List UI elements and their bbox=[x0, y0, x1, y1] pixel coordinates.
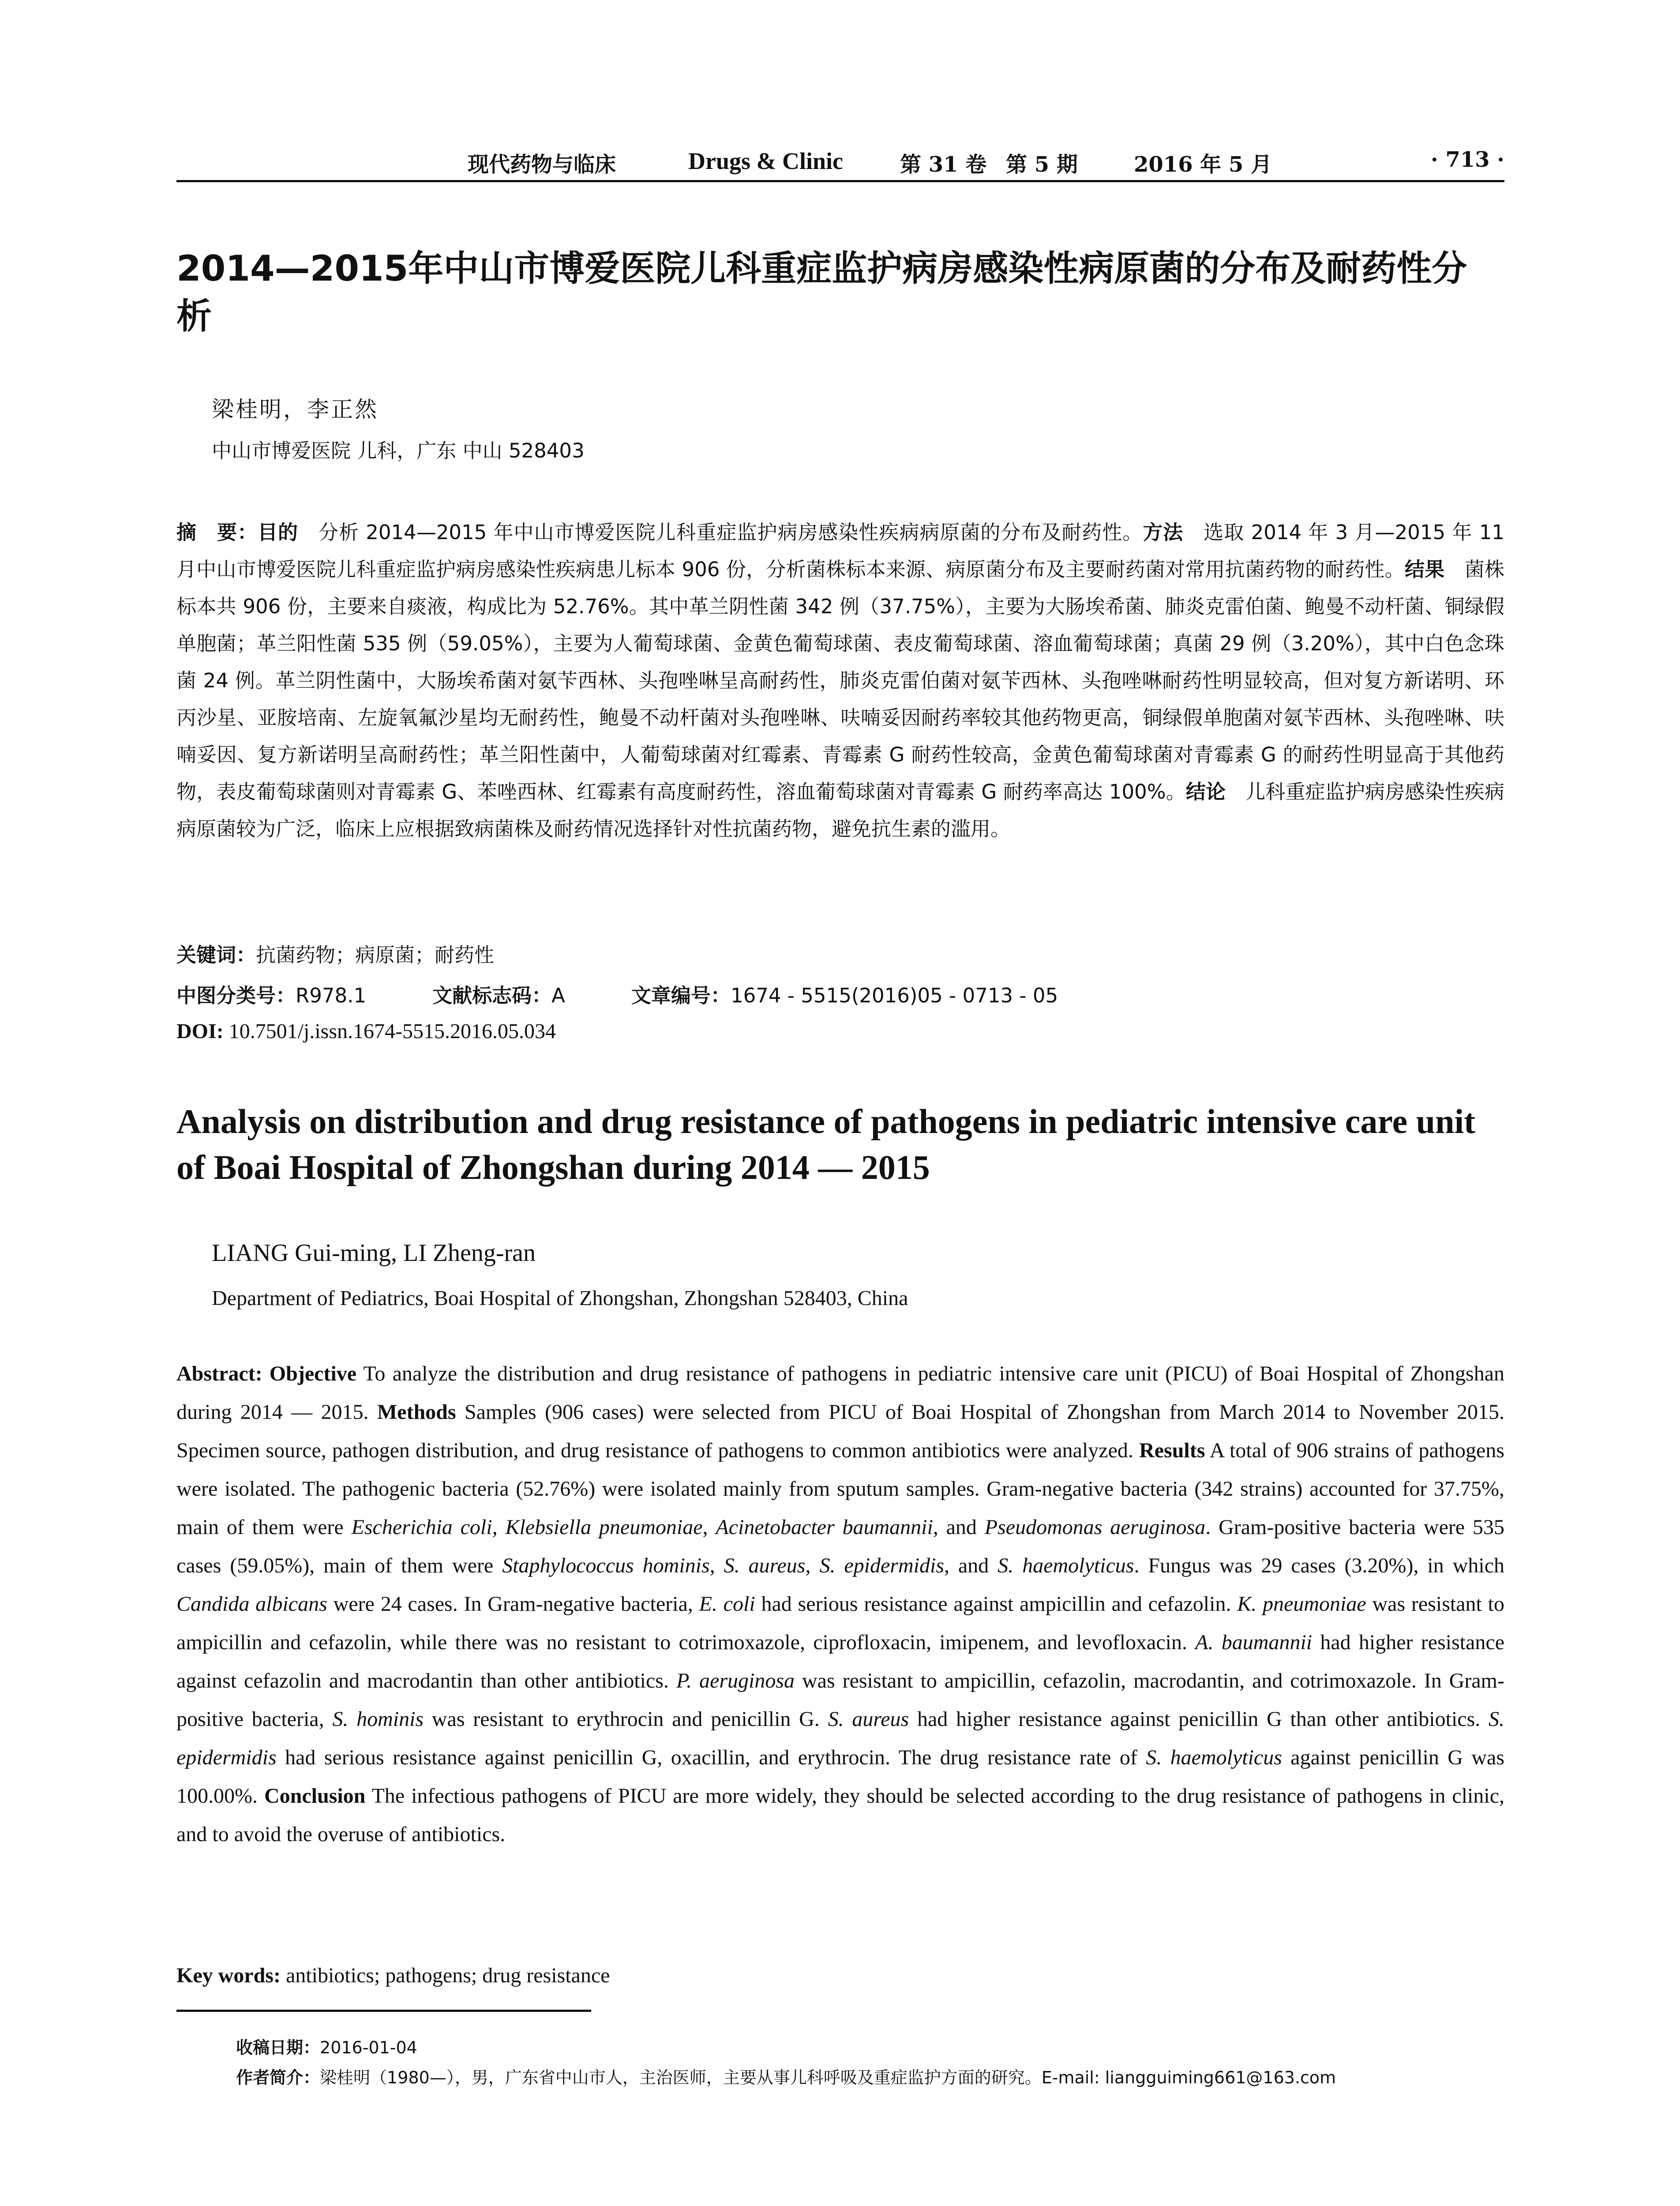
results-en-part: A total of 906 strains of pathogens were isolated. The pathogenic bacteria (52.76%) were isolated mainly from sputum samples. Gram-negative bacteria (342 strains) accounted for 37.75%, main of them were bbox=[176, 1439, 1504, 1539]
conclusion-en-label: Conclusion bbox=[264, 1784, 366, 1808]
separator: , bbox=[702, 1516, 716, 1539]
species-name: Candida albicans bbox=[176, 1592, 327, 1616]
results-en-part: had higher resistance against cefazolin and macrodantin than other antibiotics. bbox=[176, 1631, 1505, 1692]
separator: , and bbox=[933, 1516, 985, 1539]
footnote-divider bbox=[176, 2010, 591, 2012]
keywords-cn-value: 抗菌药物；病原菌；耐药性 bbox=[256, 943, 495, 967]
issue-date: 2016 年 5 月 bbox=[1134, 152, 1272, 177]
keywords-en-label: Key words: bbox=[176, 1964, 281, 1987]
results-en-part: had serious resistance against penicillin G, oxacillin, and erythrocin. The drug resistance rate of bbox=[276, 1746, 1146, 1769]
results-en-part: against penicillin G was 100.00%. bbox=[176, 1746, 1505, 1808]
doc-code-value: A bbox=[551, 984, 565, 1007]
results-en-part: had serious resistance against ampicillin and cefazolin. bbox=[755, 1592, 1238, 1616]
abstract-cn bbox=[176, 514, 1504, 848]
keywords-cn-label: 关键词： bbox=[176, 943, 256, 967]
species-name: S. epidermidis bbox=[819, 1554, 945, 1577]
title-cn: 2014—2015年中山市博爱医院儿科重症监护病房感染性病原菌的分布及耐药性分析 bbox=[176, 248, 1467, 337]
species-name: E. coli bbox=[699, 1592, 755, 1616]
doi-value: 10.7501/j.issn.1674-5515.2016.05.034 bbox=[223, 1020, 556, 1043]
abstract-en-label: Abstract: Objective bbox=[176, 1362, 357, 1385]
species-name: Klebsiella pneumoniae bbox=[505, 1516, 703, 1539]
volume: 第 31 卷 bbox=[900, 152, 987, 177]
keywords-en-value: antibiotics; pathogens; drug resistance bbox=[280, 1964, 610, 1987]
classification-line bbox=[176, 979, 1058, 1008]
running-header bbox=[176, 140, 1504, 182]
methods-cn: 选取 2014 年 3 月—2015 年 11 月中山市博爱医院儿科重症监护病房感染性疾病患儿标本 906 份，分析菌株标本来源、病原菌分布及主要耐药菌对常用抗菌药物的耐药性。 bbox=[176, 521, 1504, 581]
results-en-part: . Fungus was 29 cases (3.20%), in which bbox=[1134, 1554, 1505, 1577]
results-en-part: was resistant to erythrocin and penicillin G. bbox=[424, 1707, 828, 1731]
doi-label: DOI: bbox=[176, 1020, 224, 1043]
species-name: P. aeruginosa bbox=[676, 1669, 795, 1692]
species-name: S. aureus bbox=[724, 1554, 806, 1577]
keywords-cn bbox=[176, 939, 494, 968]
received-label: 收稿日期： bbox=[236, 2038, 320, 2057]
separator: , and bbox=[944, 1554, 998, 1577]
page-number: · 713 · bbox=[1430, 147, 1504, 172]
clc-value: R978.1 bbox=[296, 984, 367, 1007]
article-number-value: 1674 - 5515(2016)05 - 0713 - 05 bbox=[730, 984, 1058, 1007]
species-name: S. epidermidis bbox=[176, 1707, 1505, 1769]
conclusion-cn: 儿科重症监护病房感染性疾病病原菌较为广泛，临床上应根据致病菌株及耐药情况选择针对性抗菌药物，避免抗生素的滥用。 bbox=[176, 780, 1504, 840]
bio-value: 梁桂明（1980—），男，广东省中山市人，主治医师，主要从事儿科呼吸及重症监护方面的研究。E-mail: liangguiming661@163.com bbox=[320, 2068, 1336, 2087]
authors-cn: 梁桂明，李正然 bbox=[212, 397, 379, 422]
species-name: S. haemolyticus bbox=[1146, 1746, 1282, 1769]
journal-name-cn: 现代药物与临床 bbox=[468, 152, 616, 177]
objective-en: To analyze the distribution and drug resistance of pathogens in pediatric intensive care unit (PICU) of Boai Hospital of Zhongshan during 2014 — 2015. bbox=[176, 1362, 1504, 1424]
methods-en: Samples (906 cases) were selected from PICU of Boai Hospital of Zhongshan from March 2014 to November 2015. Specimen source, pathogen distribution, and drug resistance of pathogens to common antibiotics were analyzed. bbox=[176, 1400, 1504, 1462]
received-date bbox=[236, 2034, 417, 2058]
bio-label: 作者简介： bbox=[236, 2068, 320, 2087]
journal-name-en: Drugs & Clinic bbox=[688, 148, 843, 174]
separator: , bbox=[805, 1554, 820, 1577]
species-name: S. aureus bbox=[828, 1707, 909, 1731]
methods-cn-label: 方法 bbox=[1143, 521, 1184, 544]
keywords-en bbox=[176, 1963, 610, 1988]
species-name: Staphylococcus hominis bbox=[502, 1554, 710, 1577]
abstract-cn-label: 摘 要： bbox=[176, 521, 258, 544]
clc-label: 中图分类号： bbox=[176, 984, 296, 1007]
species-name: S. hominis bbox=[332, 1707, 424, 1731]
species-name: Escherichia coli bbox=[351, 1516, 492, 1539]
doi-line bbox=[176, 1019, 556, 1043]
objective-cn-label: 目的 bbox=[257, 521, 298, 544]
species-name: K. pneumoniae bbox=[1237, 1592, 1366, 1616]
received-value: 2016-01-04 bbox=[320, 2038, 417, 2057]
separator: , bbox=[492, 1516, 506, 1539]
species-name: A. baumannii bbox=[1195, 1631, 1312, 1654]
affiliation-cn: 中山市博爱医院 儿科，广东 中山 528403 bbox=[212, 439, 585, 462]
affiliation-en: Department of Pediatrics, Boai Hospital of Zhongshan, Zhongshan 528403, China bbox=[212, 1287, 908, 1310]
results-en-label: Results bbox=[1139, 1439, 1205, 1462]
species-name: Acinetobacter baumannii bbox=[716, 1516, 933, 1539]
results-en-part: was resistant to ampicillin, cefazolin, macrodantin, and cotrimoxazole. In Gram-positive bacteria, bbox=[176, 1669, 1504, 1731]
conclusion-en: The infectious pathogens of PICU are more widely, they should be selected according to the drug resistance of pathogens in clinic, and to avoid the overuse of antibiotics. bbox=[176, 1784, 1505, 1846]
separator: , bbox=[709, 1554, 724, 1577]
results-cn-label: 结果 bbox=[1405, 558, 1445, 581]
species-name: S. haemolyticus bbox=[998, 1554, 1134, 1577]
abstract-en bbox=[176, 1354, 1504, 1853]
doc-code-label: 文献标志码： bbox=[432, 984, 552, 1007]
conclusion-cn-label: 结论 bbox=[1185, 780, 1226, 803]
author-bio bbox=[236, 2064, 1336, 2088]
authors-en: LIANG Gui-ming, LI Zheng-ran bbox=[212, 1239, 536, 1267]
results-en-part: had higher resistance against penicillin G than other antibiotics. bbox=[909, 1707, 1489, 1731]
article-number-label: 文章编号： bbox=[631, 984, 731, 1007]
results-en-part: was resistant to ampicillin and cefazolin, while there was no resistant to cotrimoxazole, ciprofloxacin, imipenem, and levofloxacin. bbox=[176, 1592, 1505, 1654]
methods-en-label: Methods bbox=[377, 1400, 456, 1424]
results-cn: 菌株标本共 906 份，主要来自痰液，构成比为 52.76%。其中革兰阴性菌 342 例（37.75%），主要为大肠埃希菌、肺炎克雷伯菌、鲍曼不动杆菌、铜绿假单胞菌；革兰阳性菌 535 例（59.05%），主要为人葡萄球菌、金黄色葡萄球菌、表皮葡萄球菌、溶血葡萄球菌；真菌 29 例（3.20%），其中白色念珠菌 24 例。革兰阴性菌中，大肠埃希菌对氨苄西林、头孢唑啉呈高耐药性，肺炎克雷伯菌对氨苄西林、头孢唑啉耐药性明显较高，但对复方新诺明、环丙沙星、亚胺培南、左旋氧氟沙星均无耐药性，鲍曼不动杆菌对头孢唑啉、呋喃妥因耐药率较其他药物更高，铜绿假单胞菌对氨苄西林、头孢唑啉、呋喃妥因、复方新诺明呈高耐药性；革兰阳性菌中，人葡萄球菌对红霉素、青霉素 G 耐药性较高，金黄色葡萄球菌对青霉素 G 的耐药性明显高于其他药物，表皮葡萄球菌则对青霉素 G、苯唑西林、红霉素有高度耐药性，溶血葡萄球菌对青霉素 G 耐药率高达 100%。 bbox=[176, 558, 1504, 803]
title-en: Analysis on distribution and drug resistance of pathogens in pediatric intensive care unit of Boai Hospital of Zhongshan during 2014 — 2015 bbox=[176, 1102, 1476, 1186]
results-en-part: were 24 cases. In Gram-negative bacteria, bbox=[327, 1592, 699, 1616]
results-en-part: . Gram-positive bacteria were 535 cases (59.05%), main of them were bbox=[176, 1516, 1504, 1577]
species-name: Pseudomonas aeruginosa bbox=[984, 1516, 1206, 1539]
objective-cn: 分析 2014—2015 年中山市博爱医院儿科重症监护病房感染性疾病病原菌的分布及耐药性。 bbox=[298, 521, 1143, 544]
issue: 第 5 期 bbox=[1006, 152, 1078, 177]
